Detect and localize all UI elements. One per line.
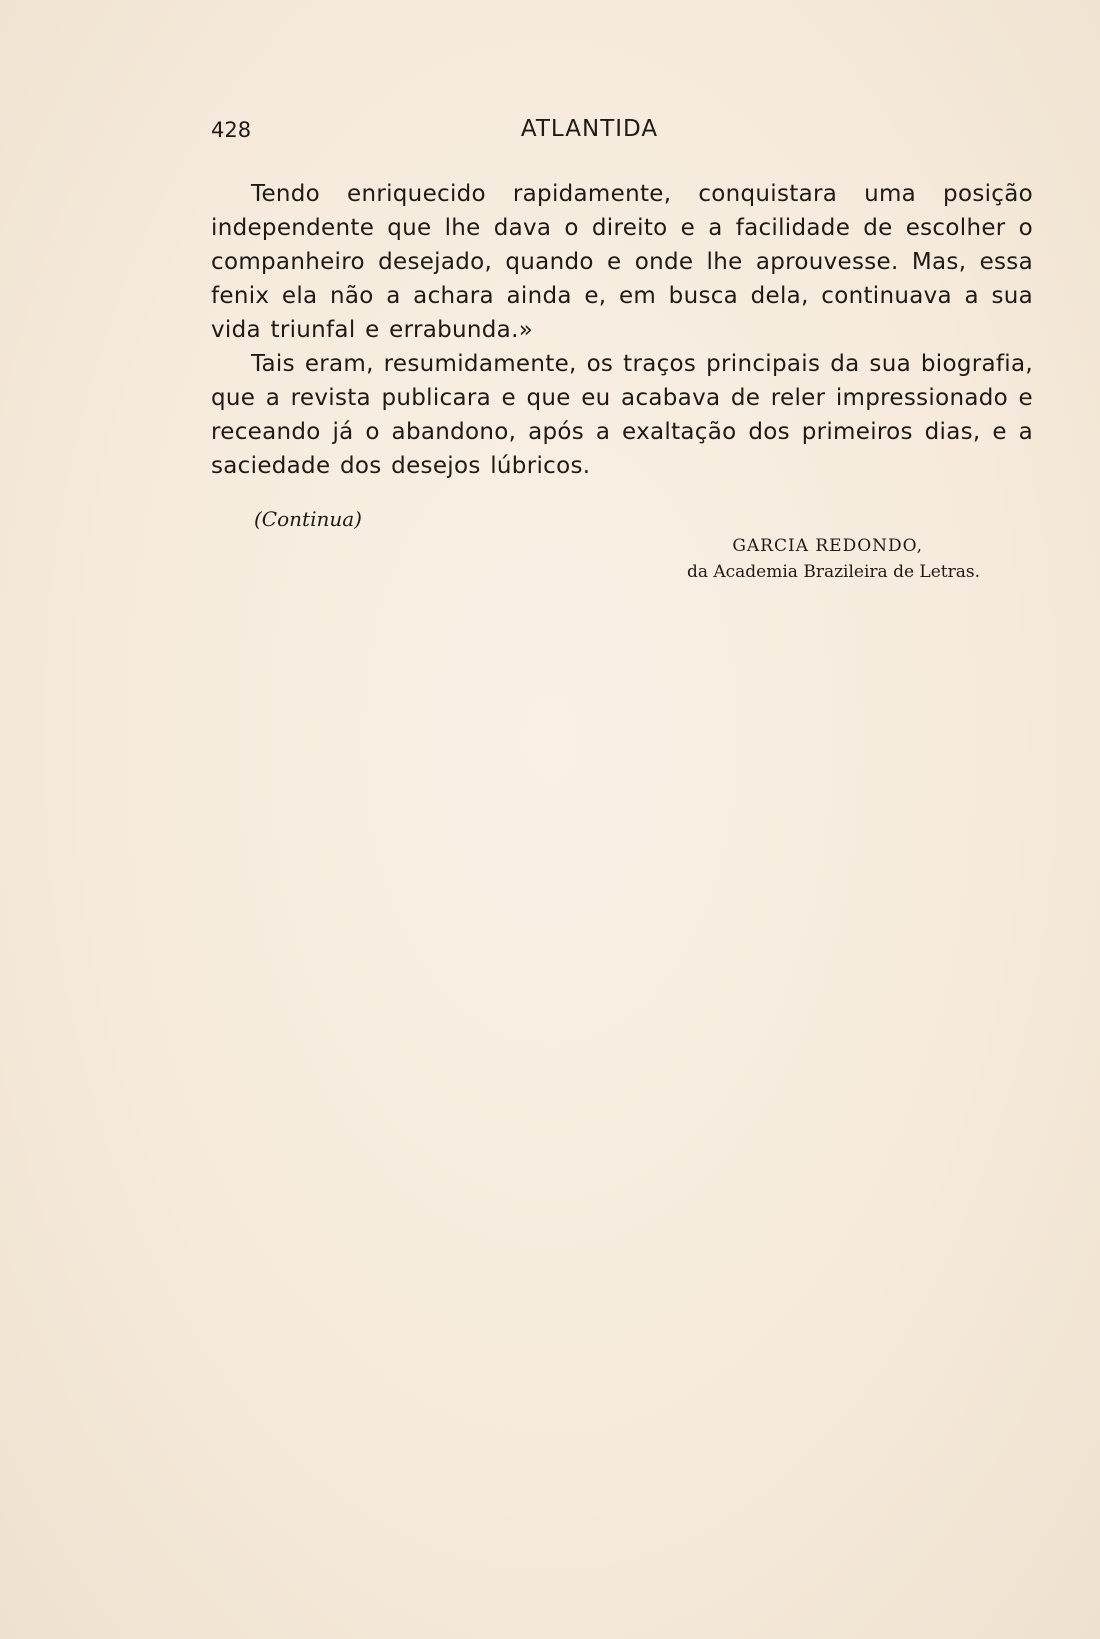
page-number: 428 [211, 118, 252, 142]
page-header [211, 114, 968, 150]
author-affiliation: da Academia Brazileira de Letras. [686, 562, 980, 582]
running-title: ATLANTIDA [520, 116, 659, 142]
author-name: GARCIA REDONDO, [732, 536, 923, 556]
paragraph: Tais eram, resumidamente, os traços principais da sua biografia, que a revista publicara e que eu acabava de reler impressionado e receando já o abandono, após a exaltação dos primeiros dias, e a saciedade dos desejos lúbricos. [211, 351, 1033, 479]
continuation-note: (Continua) [254, 507, 362, 531]
body-text [211, 177, 1033, 483]
paragraph: Tendo enriquecido rapidamente, conquistara uma posição independente que lhe dava o direito e a facilidade de escolher o companheiro desejado, quando e onde lhe aprouvesse. Mas, essa fenix ela não a achara ainda e, em busca dela, continuava a sua vida triunfal e errabunda.» [211, 181, 1033, 343]
signature-block [600, 536, 980, 582]
